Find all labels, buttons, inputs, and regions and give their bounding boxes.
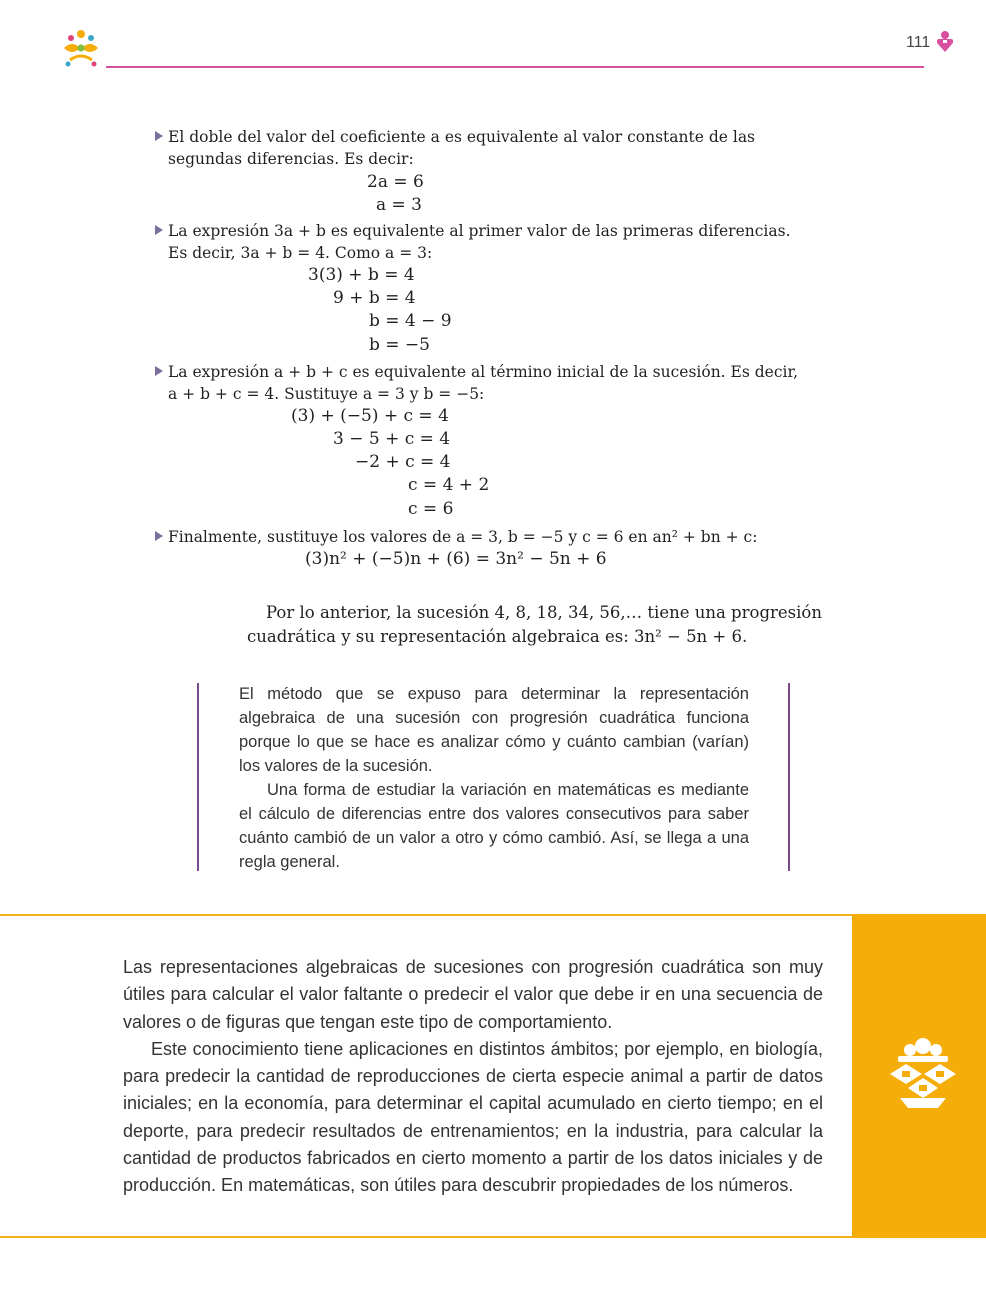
box-paragraph-1: Las representaciones algebraicas de sucesiones con progresión cuadrática son muy útiles para calcular el valor faltante o predecir el valor que debe ir en una secuencia de valores o de figuras que tengan este tipo de comportamiento. [123, 957, 823, 1032]
equation: 3 − 5 + c = 4 [333, 429, 451, 449]
conclusion-line-2: cuadrática y su representación algebraica es: 3n² − 5n + 6. [247, 627, 748, 646]
equation: 3(3) + b = 4 [308, 265, 415, 285]
bullet-marker-icon [155, 366, 163, 376]
equation: b = 4 − 9 [369, 311, 452, 331]
pink-ornament-icon [934, 30, 956, 54]
equation: c = 6 [408, 499, 454, 519]
equation: −2 + c = 4 [355, 452, 451, 472]
page-number: 111 [906, 34, 931, 51]
bullet-3-line-1: La expresión a + b + c es equivalente al término inicial de la sucesión. Es decir, [168, 363, 799, 381]
box-text [123, 954, 823, 1200]
flower-logo-icon [58, 26, 104, 70]
conclusion-line-1: Por lo anterior, la sucesión 4, 8, 18, 34, 56,… tiene una progresión [266, 603, 822, 622]
bullet-1-line-1: El doble del valor del coeficiente a es equivalente al valor constante de las [168, 128, 756, 146]
note-text [239, 682, 749, 874]
equation: c = 4 + 2 [408, 475, 490, 495]
note-right-rule [788, 683, 790, 871]
equation: 9 + b = 4 [333, 288, 416, 308]
equation: (3)n² + (−5)n + (6) = 3n² − 5n + 6 [305, 549, 607, 569]
equation: 2a = 6 [367, 172, 424, 192]
note-left-rule [197, 683, 199, 871]
bullet-2-line-1: La expresión 3a + b es equivalente al primer valor de las primeras diferencias. [168, 222, 791, 240]
equation: (3) + (−5) + c = 4 [291, 406, 449, 426]
box-top-rule [0, 914, 852, 916]
equation: a = 3 [376, 195, 423, 215]
bullet-1-line-2: segundas diferencias. Es decir: [168, 150, 414, 168]
bullet-4-line-1: Finalmente, sustituye los valores de a = 3, b = −5 y c = 6 en an² + bn + c: [168, 528, 758, 546]
bullet-3-line-2: a + b + c = 4. Sustituye a = 3 y b = −5: [168, 385, 485, 403]
bullet-marker-icon [155, 225, 163, 235]
bullet-marker-icon [155, 131, 163, 141]
equation: b = −5 [369, 335, 430, 355]
bullet-marker-icon [155, 531, 163, 541]
box-paragraph-2: Este conocimiento tiene aplicaciones en distintos ámbitos; por ejemplo, en biología, para predecir la cantidad de reproducciones de cierta especie animal a partir de datos iniciales; en la economía, para determinar el capital acumulado en cierto tiempo; en el deporte, para predecir resultados de entrenamientos; en la industria, para calcular la cantidad de productos fabricados en cierto momento a partir de los datos iniciales y de producción. En matemáticas, son útiles para descubrir propiedades de los números. [123, 1038, 823, 1196]
note-paragraph-2: Una forma de estudiar la variación en matemáticas es mediante el cálculo de diferencias entre dos valores consecutivos para saber cuánto cambió de un valor a otro y cómo cambió. Así, se llega a una regla general. [239, 781, 749, 871]
ornament-icon [888, 1036, 958, 1110]
note-paragraph-1: El método que se expuso para determinar la representación algebraica de una sucesión con progresión cuadrática funciona porque lo que se hace es analizar cómo y cuánto cambian (varían) los valores de la sucesión. [239, 685, 749, 775]
header-rule [106, 66, 924, 68]
box-bottom-rule [0, 1236, 852, 1238]
bullet-2-line-2: Es decir, 3a + b = 4. Como a = 3: [168, 244, 433, 262]
